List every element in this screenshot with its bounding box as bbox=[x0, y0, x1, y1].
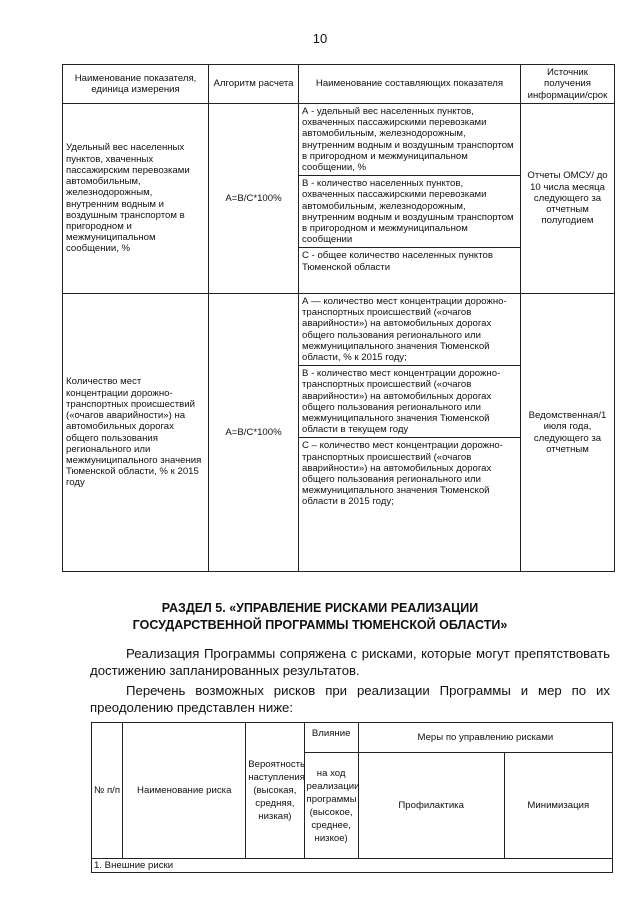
header-impact: на ход реализации программы (высокое, среднее, низкое) bbox=[304, 753, 358, 859]
indicator-components bbox=[299, 294, 521, 572]
component-a: А - удельный вес населенных пунктов, охваченных пассажирскими перевозками автомобильным, железнодорожным, внутренним водным и воздушным транспортом в пригородном и межмуниципальном сообщении, % bbox=[299, 104, 520, 176]
indicator-table bbox=[62, 64, 615, 572]
component-b: В - количество населенных пунктов, охваченных пассажирскими перевозками автомобильным, железнодорожным, внутренним водным и воздушным транспортом в пригородном и межмуниципальном сообщении bbox=[299, 176, 520, 248]
paragraph-text: Реализация Программы сопряжена с рисками, которые могут препятствовать достижению запланированных результатов. bbox=[90, 646, 610, 678]
component-a: А — количество мест концентрации дорожно-транспортных происшествий («очагов аварийности») на автомобильных дорогах общего пользования регионального или межмуниципального значения Тюменской области, % к 2015 году; bbox=[299, 294, 520, 366]
indicator-source: Отчеты ОМСУ/ до 10 числа месяца следующего за отчетным полугодием bbox=[521, 104, 615, 294]
header-impact-top: Влияние bbox=[304, 723, 358, 753]
table-row bbox=[63, 294, 615, 572]
risk-table-header bbox=[92, 723, 613, 753]
indicator-algorithm: А=В/С*100% bbox=[209, 104, 299, 294]
indicator-name: Количество мест концентрации дорожно-транспортных происшествий («очагов аварийности») на автомобильных дорогах общего пользования регионального или межмуниципального значения Тюменской области, % к 2015 году bbox=[63, 294, 209, 572]
section-title-line: ГОСУДАРСТВЕННОЙ ПРОГРАММЫ ТЮМЕНСКОЙ ОБЛАСТИ» bbox=[132, 618, 508, 632]
indicator-table-header bbox=[63, 65, 615, 104]
header-name: Наименование показателя, единица измерения bbox=[63, 65, 209, 104]
page-number: 10 bbox=[312, 31, 328, 46]
component-c: С - общее количество населенных пунктов Тюменской области bbox=[302, 250, 493, 273]
header-minimization: Минимизация bbox=[504, 753, 612, 859]
indicator-algorithm: А=В/С*100% bbox=[209, 294, 299, 572]
indicator-source: Ведомственная/1 июля года, следующего за отчетным bbox=[521, 294, 615, 572]
header-num: № п/п bbox=[92, 723, 123, 859]
risk-table bbox=[91, 722, 613, 873]
paragraph bbox=[90, 683, 610, 716]
risk-group-label: 1. Внешние риски bbox=[92, 859, 613, 873]
indicator-components bbox=[299, 104, 521, 294]
header-components: Наименование составляющих показателя bbox=[299, 65, 521, 104]
section-title-line: РАЗДЕЛ 5. «УПРАВЛЕНИЕ РИСКАМИ РЕАЛИЗАЦИИ bbox=[161, 601, 479, 615]
header-prevention: Профилактика bbox=[358, 753, 504, 859]
component-c: С – количество мест концентрации дорожно-транспортных происшествий («очагов аварийности») на автомобильных дорогах общего пользования регионального или межмуниципального значения Тюменской области в 2015 году; bbox=[302, 440, 503, 508]
header-probability: Вероятность наступления (высокая, средняя, низкая) bbox=[246, 723, 304, 859]
indicator-name: Удельный вес населенных пунктов, хваченных пассажирским перевозками автомобильным, железнодорожным, внутренним водным и воздушным транспортом в пригородном и межмуниципальном сообщении, % bbox=[63, 104, 209, 294]
header-risk-name: Наименование риска bbox=[123, 723, 246, 859]
section-title bbox=[0, 600, 640, 634]
header-source: Источник получения информации/срок bbox=[521, 65, 615, 104]
paragraph-text: Перечень возможных рисков при реализации Программы и мер по их преодолению представлен ниже: bbox=[90, 683, 610, 715]
header-algorithm: Алгоритм расчета bbox=[209, 65, 299, 104]
header-measures: Меры по управлению рисками bbox=[358, 723, 612, 753]
component-b: В - количество мест концентрации дорожно-транспортных происшествий («очагов аварийности») на автомобильных дорогах общего пользования регионального или межмуниципального значения Тюменской области в текущем году bbox=[299, 366, 520, 438]
table-row bbox=[92, 859, 613, 873]
paragraph bbox=[90, 646, 610, 679]
table-row bbox=[63, 104, 615, 294]
